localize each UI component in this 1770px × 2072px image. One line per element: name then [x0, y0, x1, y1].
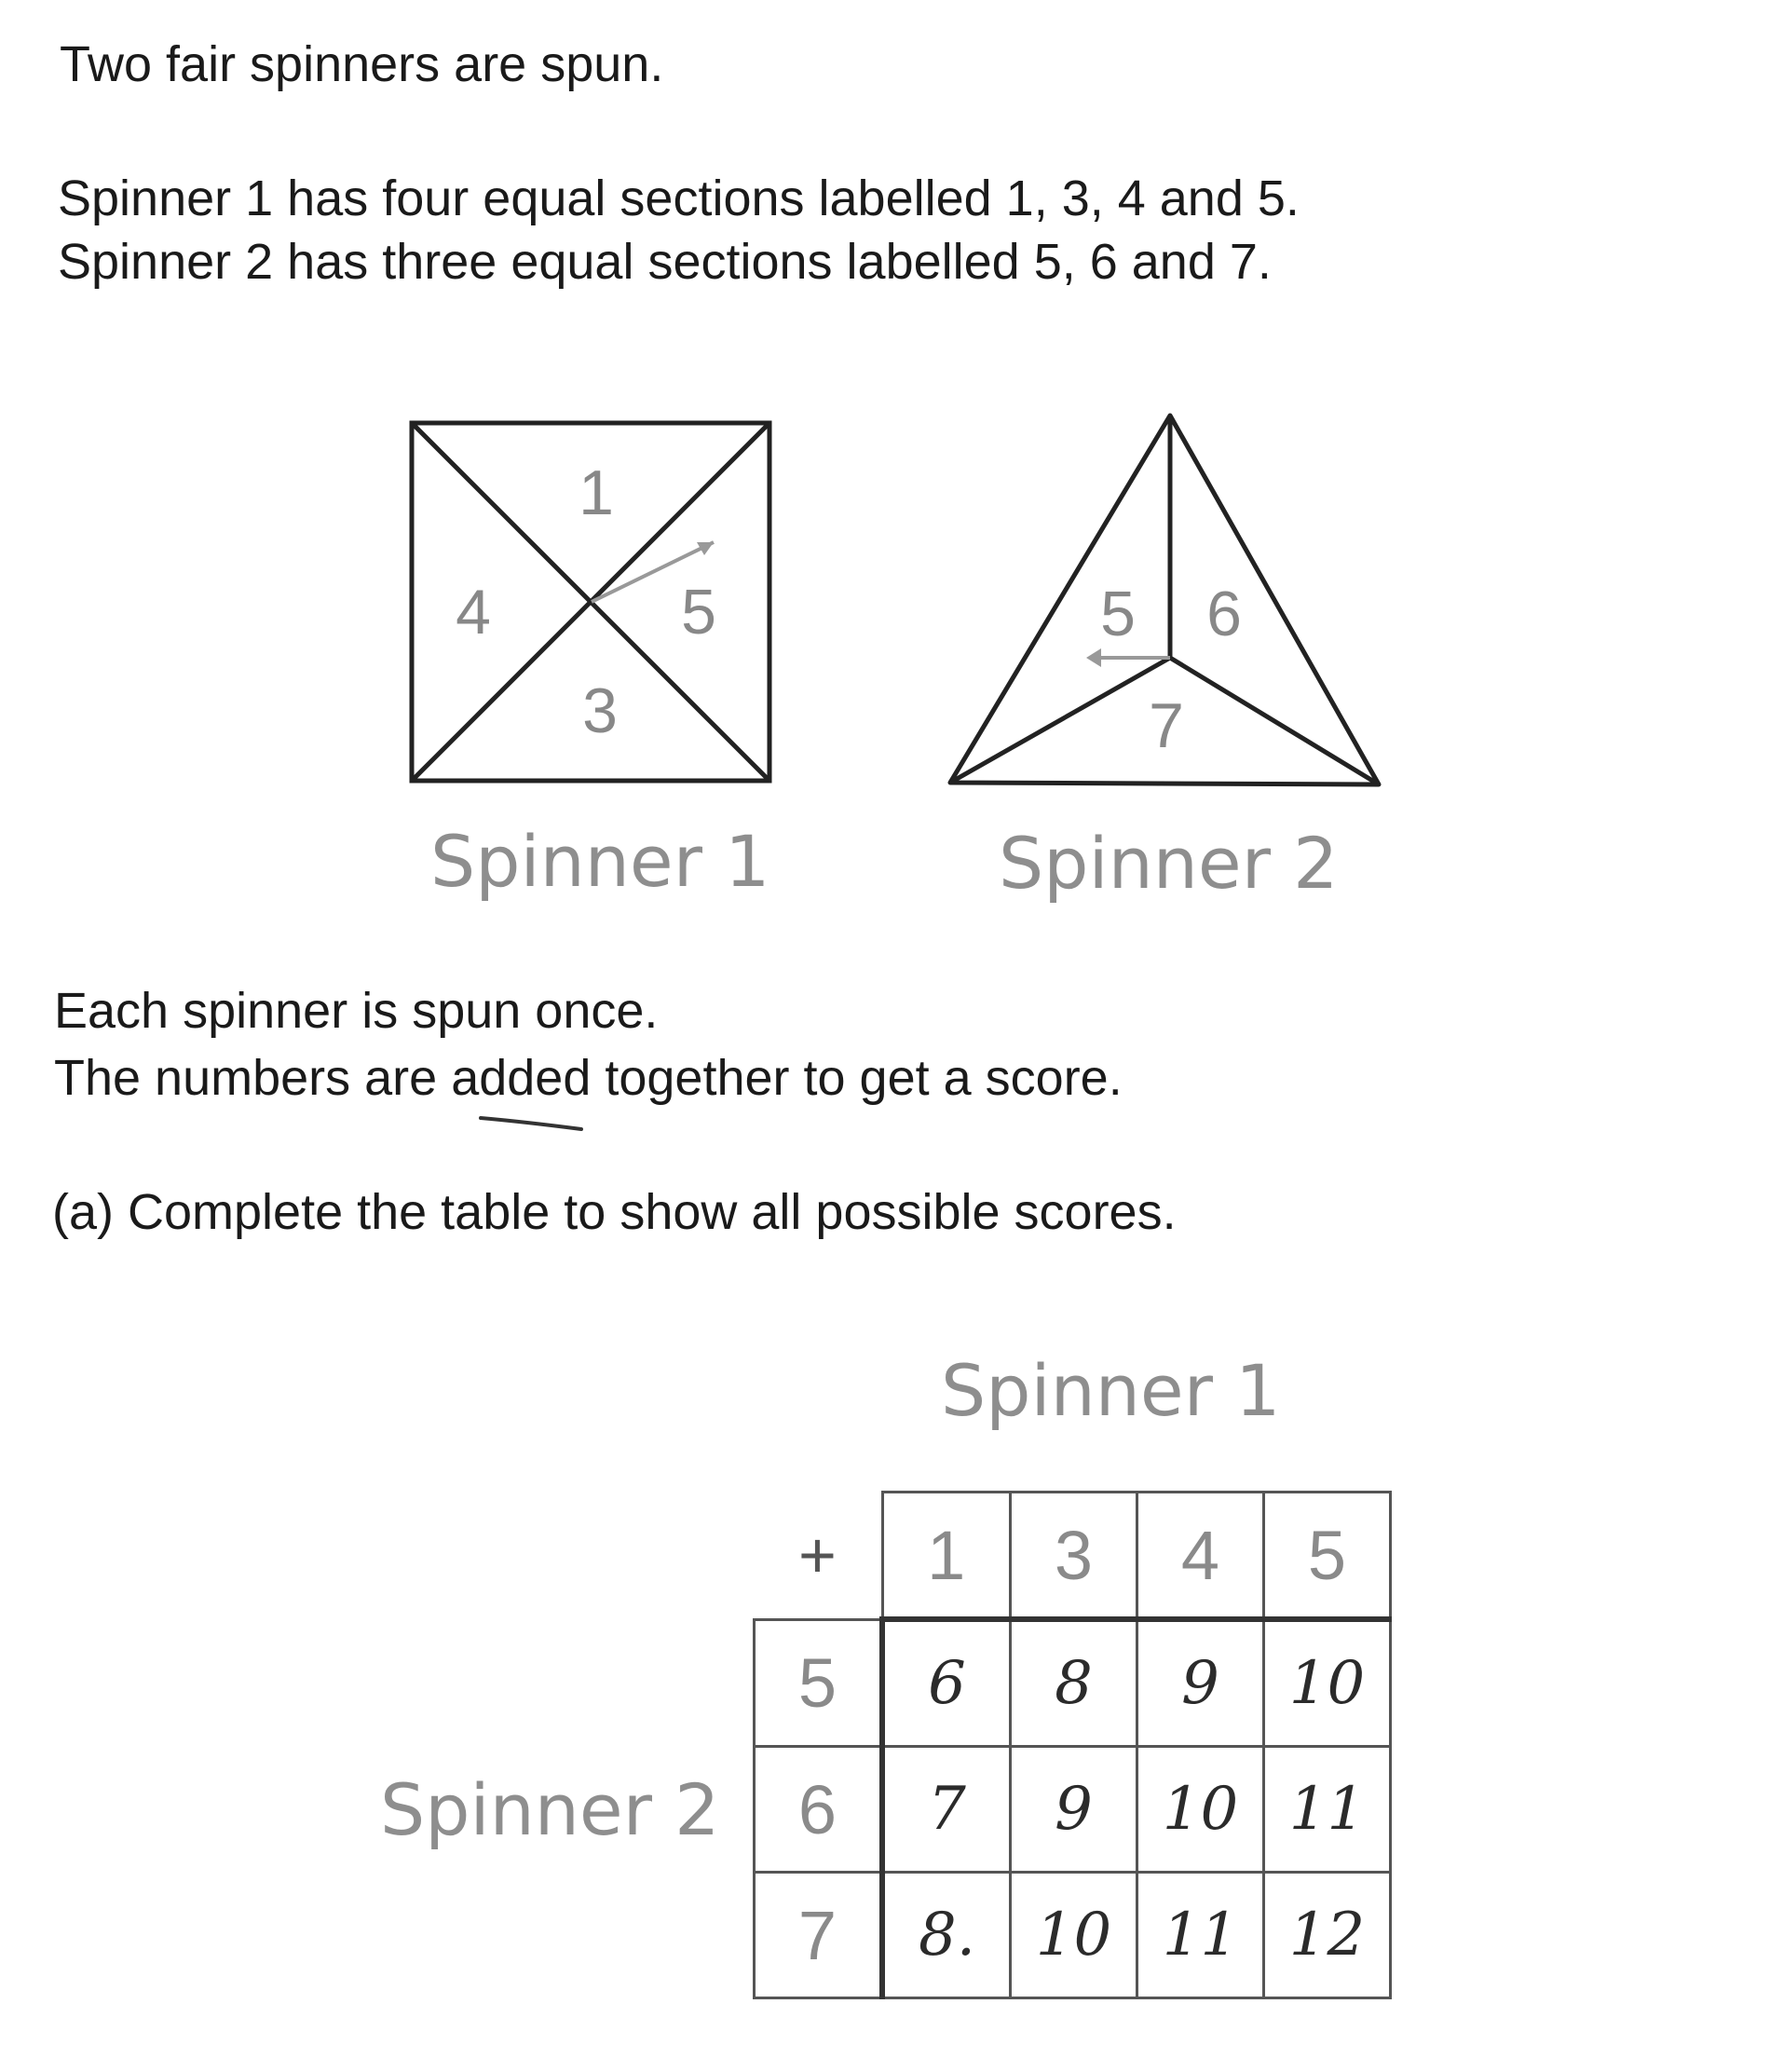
- score-cell[interactable]: 10: [1011, 1873, 1137, 1998]
- table-row: [755, 1747, 1391, 1873]
- spinner-2-label-right: 6: [1206, 579, 1242, 649]
- spinner-1-caption: Spinner 1: [430, 820, 770, 903]
- score-cell[interactable]: 10: [1137, 1747, 1264, 1873]
- spinner-1-label-top: 1: [579, 457, 614, 528]
- table-row: [755, 1619, 1391, 1747]
- instruction-line-2: The numbers are added together to get a score.: [54, 1050, 1123, 1106]
- table-row: [755, 1873, 1391, 1998]
- score-cell[interactable]: 7: [882, 1747, 1011, 1873]
- score-cell[interactable]: 11: [1137, 1873, 1264, 1998]
- table-header-row: [755, 1493, 1391, 1620]
- table-col-header: 5: [1264, 1493, 1391, 1620]
- table-row-header: 5: [755, 1619, 883, 1747]
- spinner-2-label-bottom: 7: [1149, 690, 1184, 761]
- table-col-header: 3: [1011, 1493, 1137, 1620]
- score-cell[interactable]: 8.: [882, 1873, 1011, 1998]
- spinner-1-diagram: [401, 410, 792, 801]
- table-row-title: Spinner 2: [380, 1768, 720, 1851]
- table-row-header: 6: [755, 1747, 883, 1873]
- score-cell[interactable]: 11: [1264, 1747, 1391, 1873]
- table-corner-plus: +: [798, 1519, 837, 1591]
- score-cell[interactable]: 6: [882, 1619, 1011, 1747]
- instruction-line-1: Each spinner is spun once.: [54, 983, 659, 1039]
- table-col-header: 4: [1137, 1493, 1264, 1620]
- spinner-1-label-right: 5: [681, 577, 716, 648]
- spinner-2-caption: Spinner 2: [999, 822, 1339, 905]
- intro-line-3: Spinner 2 has three equal sections labelled 5, 6 and 7.: [58, 234, 1272, 290]
- spinner-1-label-bottom: 3: [582, 675, 618, 746]
- score-cell[interactable]: 8: [1011, 1619, 1137, 1747]
- spinner-1-label-left: 4: [456, 577, 491, 648]
- table-column-title: Spinner 1: [941, 1349, 1281, 1432]
- score-cell[interactable]: 12: [1264, 1873, 1391, 1998]
- table-col-header: 1: [882, 1493, 1011, 1620]
- spinner-2-diagram: [932, 401, 1397, 801]
- score-cell[interactable]: 9: [1011, 1747, 1137, 1873]
- spinner-2-label-left: 5: [1100, 579, 1136, 649]
- score-table: [753, 1491, 1392, 1999]
- intro-line-1: Two fair spinners are spun.: [60, 36, 664, 92]
- intro-line-2: Spinner 1 has four equal sections labelled 1, 3, 4 and 5.: [58, 170, 1300, 226]
- score-cell[interactable]: 9: [1137, 1619, 1264, 1747]
- handwritten-underline: [477, 1109, 589, 1137]
- table-row-header: 7: [755, 1873, 883, 1998]
- question-a: (a) Complete the table to show all possible scores.: [52, 1184, 1177, 1240]
- score-cell[interactable]: 10: [1264, 1619, 1391, 1747]
